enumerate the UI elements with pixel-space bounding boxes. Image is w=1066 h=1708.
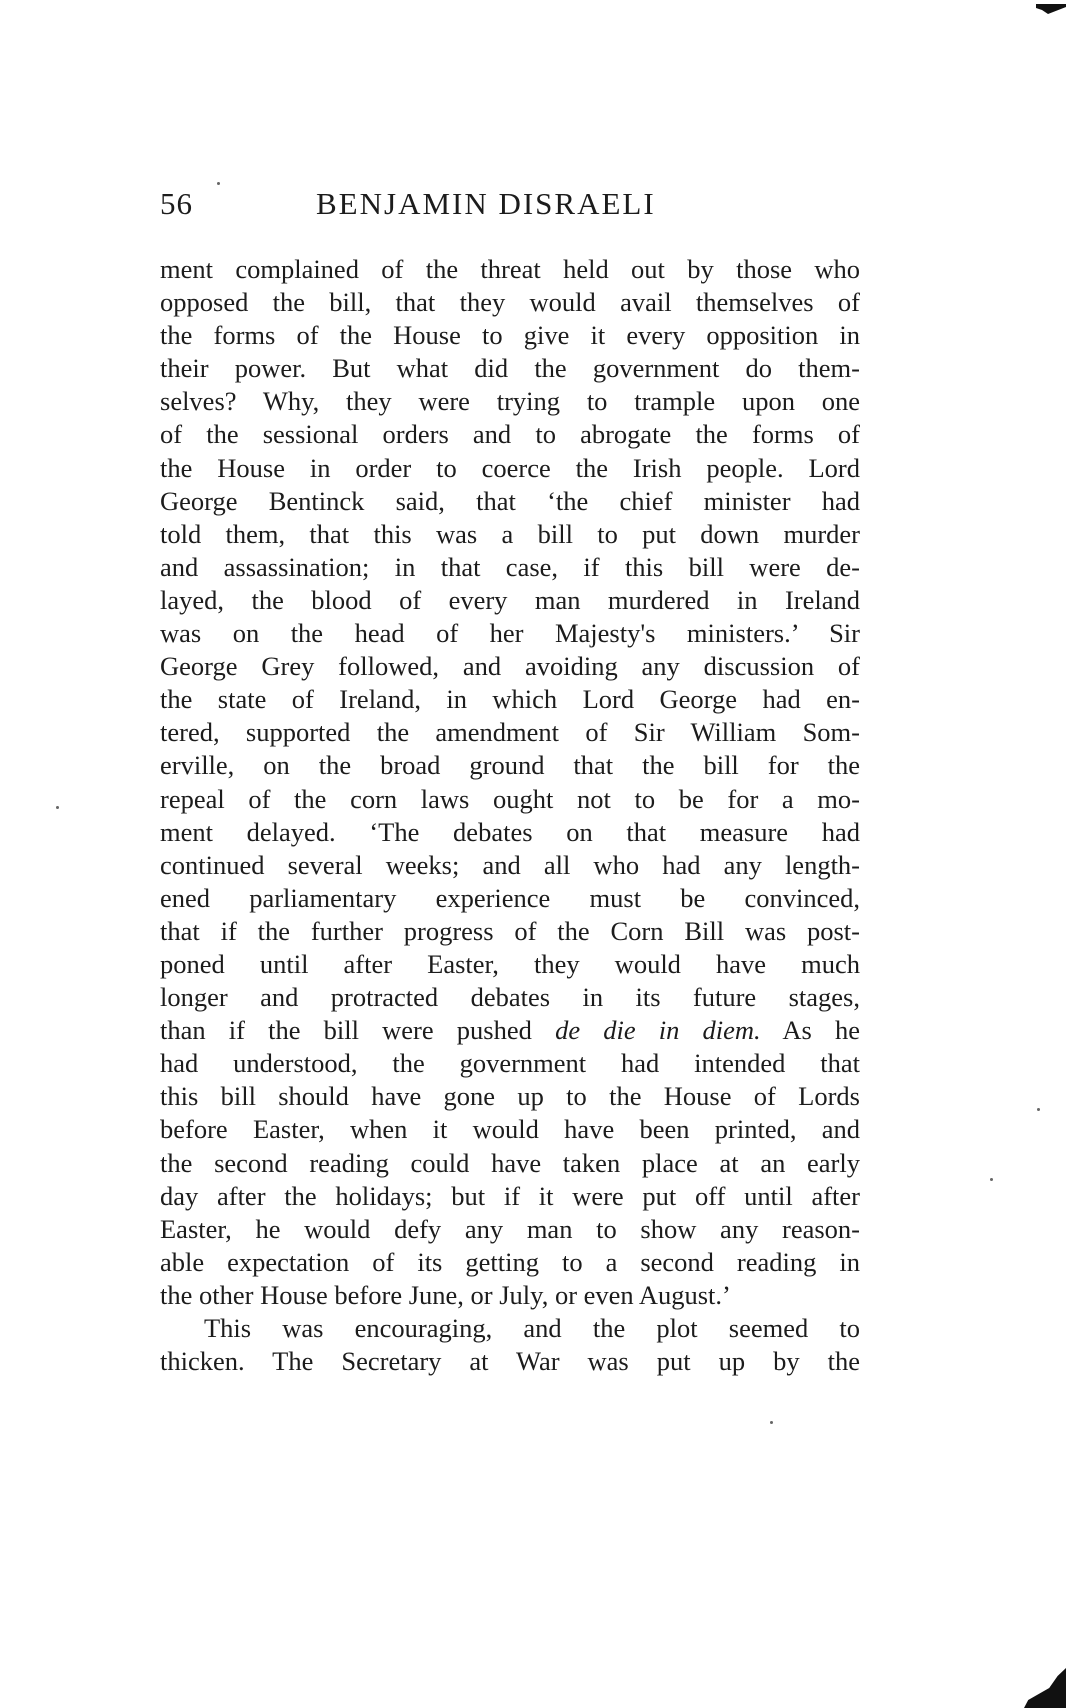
- text-line: day after the holidays; but if it were put off until after: [160, 1180, 860, 1211]
- text-line: ment complained of the threat held out by those who: [160, 254, 860, 284]
- text-segment: than if the bill were pushed: [160, 1015, 532, 1046]
- text-line: was on the head of her Majesty's ministers.’ Sir: [160, 618, 860, 649]
- text-line: before Easter, when it would have been printed, and: [160, 1114, 860, 1145]
- italic-phrase: de die in diem.: [555, 1015, 761, 1046]
- text-line: George Bentinck said, that ‘the chief minister had: [160, 485, 860, 516]
- running-head: BENJAMIN DISRAELI: [316, 186, 656, 221]
- scan-artifact-mark: [1024, 1668, 1066, 1708]
- scan-speck: [56, 806, 59, 809]
- text-line: George Grey followed, and avoiding any discussion of: [160, 651, 860, 682]
- text-line: longer and protracted debates in its future stages,: [160, 982, 860, 1013]
- scan-speck: [770, 1421, 773, 1424]
- scan-speck: [1037, 1108, 1040, 1111]
- scan-artifact-mark: [1036, 4, 1066, 14]
- text-line: the second reading could have taken place at an early: [160, 1147, 860, 1178]
- text-line: their power. But what did the government do them-: [160, 353, 860, 384]
- text-line: had understood, the government had intended that: [160, 1048, 860, 1079]
- text-line-paragraph-start: This was encouraging, and the plot seemed to: [204, 1313, 860, 1343]
- page-number: 56: [160, 186, 193, 221]
- text-line: thicken. The Secretary at War was put up by the: [160, 1346, 860, 1377]
- text-line: erville, on the broad ground that the bill for the: [160, 750, 860, 781]
- body-text: [160, 253, 860, 1378]
- text-segment: As he: [782, 1015, 861, 1046]
- scan-speck: [990, 1178, 993, 1181]
- scan-speck: [217, 182, 220, 185]
- text-line: opposed the bill, that they would avail themselves of: [160, 287, 860, 318]
- page-header: [160, 186, 860, 230]
- text-line: that if the further progress of the Corn Bill was post-: [160, 915, 860, 946]
- text-line: continued several weeks; and all who had any length-: [160, 849, 860, 880]
- text-line: tered, supported the amendment of Sir William Som-: [160, 717, 860, 748]
- text-line: selves? Why, they were trying to trample upon one: [160, 386, 860, 417]
- text-line: Easter, he would defy any man to show any reason-: [160, 1213, 860, 1244]
- text-line: the forms of the House to give it every opposition in: [160, 320, 860, 351]
- text-line: ened parliamentary experience must be convinced,: [160, 882, 860, 913]
- text-line: layed, the blood of every man murdered in Ireland: [160, 584, 860, 615]
- text-line-italic-phrase: [160, 1014, 860, 1047]
- text-line: ment delayed. ‘The debates on that measure had: [160, 816, 860, 847]
- text-line: told them, that this was a bill to put down murder: [160, 518, 860, 549]
- text-line: able expectation of its getting to a second reading in: [160, 1246, 860, 1277]
- text-line: poned until after Easter, they would have much: [160, 948, 860, 979]
- text-line: of the sessional orders and to abrogate the forms of: [160, 419, 860, 450]
- text-line: and assassination; in that case, if this bill were de-: [160, 551, 860, 582]
- text-line: the other House before June, or July, or even August.’: [160, 1279, 731, 1310]
- text-line: the House in order to coerce the Irish people. Lord: [160, 452, 860, 483]
- text-line: the state of Ireland, in which Lord George had en-: [160, 684, 860, 715]
- text-line: repeal of the corn laws ought not to be for a mo-: [160, 783, 860, 814]
- text-line: this bill should have gone up to the House of Lords: [160, 1081, 860, 1112]
